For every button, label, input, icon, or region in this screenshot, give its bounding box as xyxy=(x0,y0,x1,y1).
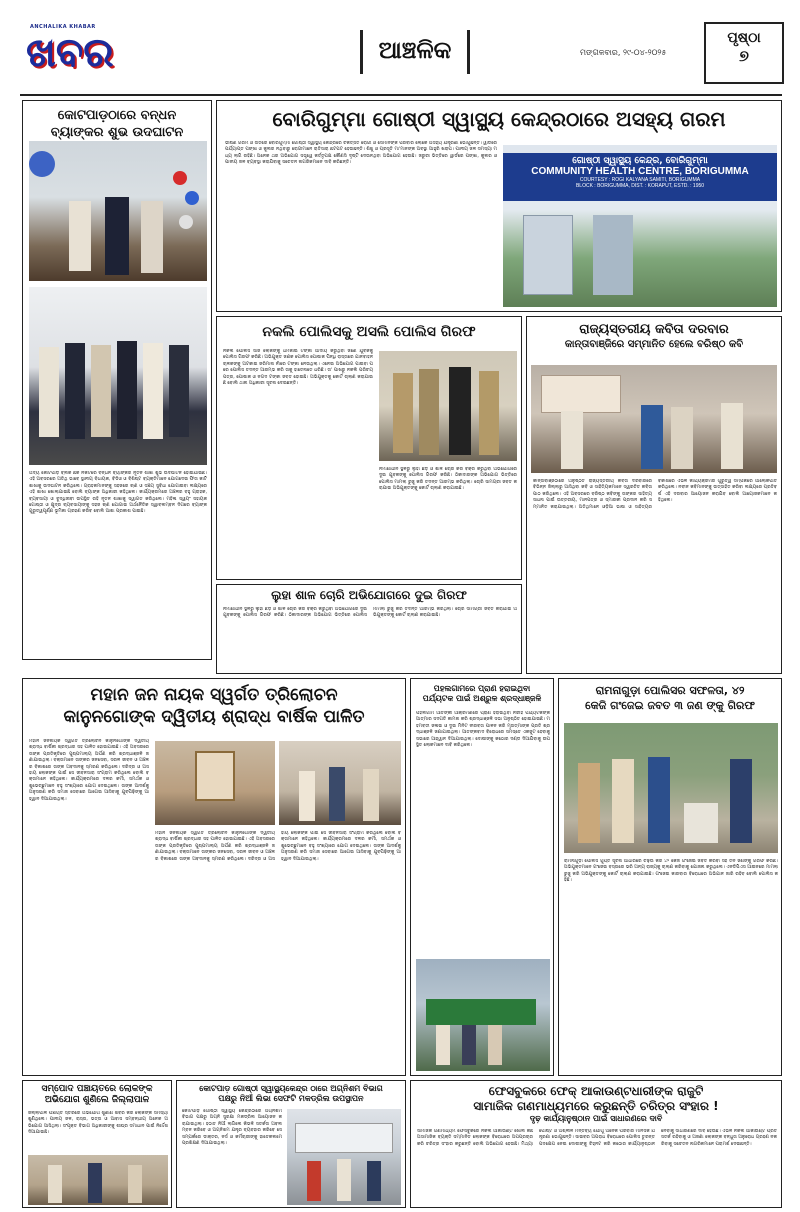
sign-line-english: COMMUNITY HEALTH CENTRE, BORIGUMMA xyxy=(531,166,749,177)
ganja-headline-2: କେଜି ଗଂଜେଇ ଜବତ ୩ ଜଣ ଙ୍କୁ ଗିରଫ xyxy=(585,698,755,712)
page-label: ପୃଷ୍ଠା xyxy=(727,30,761,46)
memorial-photo-1 xyxy=(155,741,275,825)
bank-headline-1: କୋଟପାଡ଼ଠାରେ ବନ୍ଧନ xyxy=(57,108,177,123)
poetry-headline-2: କାନ୍ତାବାଞ୍ଜିରେ ସମ୍ମାନିତ ହେଲେ ବରିଷ୍ଠ କବି xyxy=(564,338,744,350)
page-number: ୭ xyxy=(739,46,749,65)
facebook-headline-2: ସାମାଜିକ ଗଣମାଧ୍ୟମରେ କରୁଛନ୍ତି ଚରିତ୍ର ସଂହାର ! xyxy=(473,1098,719,1113)
article-police xyxy=(216,316,522,580)
panchayat-photo xyxy=(28,1155,168,1205)
tribute-headline-2: ପର୍ଯ୍ୟଟକ ପାଇଁ ଅଶ୍ରୁଳ ଶ୍ରଦ୍ଧାଞ୍ଜଳି xyxy=(422,694,542,704)
logo xyxy=(26,22,136,86)
sign-line-block: BLOCK : BORIGUMMA, DIST. : KORAPUT, ESTD. : 1950 xyxy=(575,183,705,189)
safety-body: କୋଟପାଡ଼ ଗୋଷ୍ଠୀ ସ୍ୱାସ୍ଥ୍ୟ କେନ୍ଦ୍ରଠାରେ ଅଗ୍ନିଶମ ବିଭାଗ ପକ୍ଷରୁ ଅଗ୍ନି ସୁରକ୍ଷା ମକଡ୍ରିଲ ଆୟୋଜନ କରାଯାଇଥିଲା। ହଠାତ ନିଆଁ ଲାଗିଲେ କିଭଳି ସତର୍କତା ଅବଲମ୍ବନ କରିବେ ଓ ଅଗ୍ନିଶମ ଯନ୍ତ୍ର ବ୍ୟବହାର କରିବେ ସେ ସମ୍ପର୍କରେ ଡାକ୍ତର, ନର୍ସ ଓ କର୍ମଚାରୀଙ୍କୁ ହାତେକଲମେ ପ୍ରଶିକ୍ଷଣ ଦିଆଯାଇଥିଲା। xyxy=(182,1109,282,1147)
hospital-photo xyxy=(503,145,777,307)
masthead-rule xyxy=(20,94,782,96)
safety-headline-2: ପକ୍ଷରୁ ନିଆଁ ଲିଭା ସେଫଟି ମକଡ୍ରିଲ ଉପସ୍ଥାପନ xyxy=(218,1094,364,1104)
article-memorial xyxy=(22,678,406,1076)
bank-photo-1 xyxy=(29,141,207,281)
panchayat-headline-2: ଅଭିଯୋଗ ଶୁଣିଲେ ଜିଲ୍ଲାପାଳ xyxy=(44,1095,150,1106)
article-poetry xyxy=(526,316,782,674)
theft-headline: ଲୁହା ଶାଳ ଚୋରି ଅଭିଯୋଗରେ ଦୁଇ ଗିରଫ xyxy=(271,588,467,602)
hospital-body: ଭୀଷଣ ଗରମ ଓ ତାତିରେ ବୋରିଗୁମ୍ମା ଗୋଷ୍ଠୀ ସ୍ୱାସ୍ଥ୍ୟ କେନ୍ଦ୍ରରେ ଚିକିତ୍ସିତ ରୋଗୀ ଓ ସେମାନଙ୍କ ପରିବାର ଲୋକେ ଅସହ୍ୟ ଯନ୍ତ୍ରଣା ଭୋଗୁଛନ୍ତି। ୱାର୍ଡରେ ପର୍ଯ୍ୟାପ୍ତ ପଙ୍ଖା ଓ କୁଲର ନଥିବାରୁ ରୋଗୀମାନେ ରାତିସାରା ଛଟପଟ ହେଉଛନ୍ତି। ଶିଶୁ ଓ ପ୍ରସୂତି ମା'ମାନଙ୍କ ଅବସ୍ଥା ଆହୁରି ଖରାପ। ପାନୀୟ ଜଳ ସମସ୍ୟା ମଧ୍ୟ ଲାଗି ରହିଛି। ଅନେକ ଥର ଅଭିଯୋଗ ସତ୍ତ୍ୱେ କର୍ତ୍ତୃପକ୍ଷ କୌଣସି ଦୃଷ୍ଟି ଦେଉନଥିବା ଅଭିଯୋଗ ହେଉଛି। ଜରୁରୀ ଭିତ୍ତିରେ ୱାର୍ଡରେ ପଙ୍ଖା, କୁଲର ଓ ପାନୀୟ ଜଳ ବ୍ୟବସ୍ଥା କରାଯିବାକୁ ସଚେତନ ନାଗରିକମାନେ ଦାବି କରିଛନ୍ତି। xyxy=(225,141,497,166)
article-hospital xyxy=(216,100,782,312)
police-photo xyxy=(379,351,517,461)
police-body: ନକଲି ପୋଲିସ ସାଜି ଲୋକଙ୍କୁ ଧମକାଇ ଟଙ୍କା ଆଦାୟ କରୁଥିବା ଜଣେ ଯୁବକକୁ ପୋଲିସ ଗିରଫ କରିଛି। ଅଭିଯୁକ୍ତ ଜଣକ ପୋଲିସ ପୋଷାକ ପିନ୍ଧି ରାସ୍ତାରେ ଯାନବାହନ ଚାଳକଙ୍କୁ ଅଟକାଇ ଜରିମାନା ନାଁରେ ଟଙ୍କା ନେଉଥିଲା। ଏନେଇ ଅଭିଯୋଗ ପାଇବା ପରେ ପୋଲିସ ତଦନ୍ତ ଆରମ୍ଭ କରି ତାକୁ ହାତେନାତେ ଧରିଛି। ତା' ପାଖରୁ ନକଲି ପରିଚୟପତ୍ର, ପୋଷାକ ଓ ନଗଦ ଟଙ୍କା ଜବତ ହୋଇଛି। ଅଭିଯୁକ୍ତକୁ କୋର୍ଟ ଚାଲାଣ କରାଯାଇଛି ବୋଲି ଥାନା ଅଧିକାରୀ ସୂଚନା ଦେଇଛନ୍ତି। xyxy=(223,349,373,387)
ganja-headline-1: ରାମନାଗୁଡ଼ା ପୋଲିସର ସଫଳତା, ୪୨ xyxy=(595,684,745,697)
article-ganja xyxy=(558,678,782,1076)
tribute-body: ପହଲଗାମ ଆତଙ୍କୀ ଆକ୍ରମଣରେ ପ୍ରାଣ ହରାଇଥିବା ନିରୀହ ପର୍ଯ୍ୟଟକଙ୍କ ଆତ୍ମାର ସଦଗତି କାମନା କରି ଶ୍ରଦ୍ଧାଞ୍ଜଳି ସଭା ଅନୁଷ୍ଠିତ ହୋଇଯାଇଛି। ମହମବତୀ ଜଳାଇ ଓ ଦୁଇ ମିନିଟ ନୀରବତା ପାଳନ କରି ମୃତାତ୍ମାଙ୍କ ପ୍ରତି ଶ୍ରଦ୍ଧାଞ୍ଜଳି ଜଣାଯାଇଥିଲା। ଆତଙ୍କବାଦ ବିରୋଧରେ ସମସ୍ତେ ଏକଜୁଟ ହେବାକୁ ସଭାରେ ଆହ୍ୱାନ ଦିଆଯାଇଥିଲା। ଦୋଷୀଙ୍କୁ କଠୋର ଦଣ୍ଡ ଦିଆଯିବାକୁ ଉପସ୍ଥିତ ଲୋକମାନେ ଦାବି କରିଥିଲେ। xyxy=(416,711,550,749)
bank-photo-2 xyxy=(29,287,207,465)
memorial-headline-1: ମହାନ ଜନ ନାୟକ ସ୍ୱର୍ଗତ ତ୍ରିଲୋଚନ xyxy=(90,685,338,705)
hospital-headline: ବୋରିଗୁମ୍ମା ଗୋଷ୍ଠୀ ସ୍ୱାସ୍ଥ୍ୟ କେନ୍ଦ୍ରଠାରେ ଅସହ୍ୟ ଗରମ xyxy=(272,107,726,131)
memorial-headline-2: କାନୁନଗୋଙ୍କ ଦ୍ୱିତୀୟ ଶ୍ରାଦ୍ଧ ବାର୍ଷିକ ପାଳିତ xyxy=(63,706,365,727)
panchayat-headline-1: ସମ୍ପୋଦ ପଞ୍ଚାୟତରେ ଲୋକଙ୍କ xyxy=(41,1084,153,1094)
poetry-headline-1: ରାଜ୍ୟସ୍ତରୀୟ କବିତା ଦରବାର xyxy=(579,322,729,337)
article-panchayat xyxy=(22,1080,172,1208)
poetry-body: କାନ୍ତାବାଞ୍ଜିଠାରେ ଅନୁଷ୍ଠିତ ରାଜ୍ୟସ୍ତରୀୟ କବିତା ଦରବାରରେ ବିଭିନ୍ନ ଜିଲ୍ଲାରୁ ଆସିଥିବା କବି ଓ ସାହିତ୍ୟିକମାନେ ସ୍ୱରଚିତ କବିତା ପାଠ କରିଥିଲେ। ଏହି ଅବସରରେ ବରିଷ୍ଠ କବିଙ୍କୁ ତାଙ୍କର ସାହିତ୍ୟ ସାଧନା ପାଇଁ ଉତ୍ତରୀୟ, ମାନପତ୍ର ଓ ସ୍ମାରକୀ ପ୍ରଦାନ କରି ସମ୍ମାନିତ କରାଯାଇଥିଲା। ଅତିଥିମାନେ ଓଡ଼ିଆ ଭାଷା ଓ ସାହିତ୍ୟର ବିକାଶରେ ଏଭଳି କାର୍ଯ୍ୟକ୍ରମର ଗୁରୁତ୍ୱ ସମ୍ପର୍କରେ ଆଲୋକପାତ କରିଥିଲେ। ନବୀନ କବିମାନଙ୍କୁ ଉତ୍ସାହିତ କରିବା ଲକ୍ଷ୍ୟରେ ପ୍ରତିବର୍ଷ ଏହି ଦରବାର ଆୟୋଜନ କରାଯିବ ବୋଲି ଆୟୋଜକମାନେ କହିଥିଲେ। xyxy=(533,479,777,510)
article-theft xyxy=(216,584,522,674)
article-bank xyxy=(22,100,212,660)
logo-text: ଖବର xyxy=(26,30,114,76)
memorial-body: ମହାନ ଜନନାୟକ ସ୍ୱର୍ଗତ ତ୍ରିଲୋଚନ କାନୁନଗୋଙ୍କ ଦ୍ୱିତୀୟ ଶ୍ରାଦ୍ଧ ବାର୍ଷିକୀ ଶ୍ରଦ୍ଧାର ସହ ପାଳିତ ହୋଇଯାଇଛି। ଏହି ଅବସରରେ ତାଙ୍କ ପ୍ରତିକୃତିରେ ପୁଷ୍ପମାଲ୍ୟ ଅର୍ପଣ କରି ଶ୍ରଦ୍ଧାଞ୍ଜଳି ଜଣାଯାଇଥିଲା। ବକ୍ତାମାନେ ତାଙ୍କର ଜନସେବା, ସରଳ ଜୀବନ ଓ ଅଞ୍ଚଳର ବିକାଶରେ ତାଙ୍କ ଅବଦାନକୁ ସ୍ମରଣ କରିଥିଲେ। ଦରିଦ୍ର ଓ ଅସହାୟ ଲୋକଙ୍କ ପାଇଁ ସେ ଜୀବନସାରା ସଂଗ୍ରାମ କରିଥିଲେ ବୋଲି ବକ୍ତାମାନେ କହିଥିଲେ। କାର୍ଯ୍ୟକ୍ରମରେ ଦଳର କର୍ମୀ, ସମର୍ଥକ ଓ ଶୁଭେଚ୍ଛୁମାନେ ବହୁ ସଂଖ୍ୟାରେ ଯୋଗ ଦେଇଥିଲେ। ତାଙ୍କ ଆଦର୍ଶକୁ ଅନୁସରଣ କରି ସମାଜ ସେବାରେ ଆଗେଇ ଆସିବାକୁ ଯୁବପିଢ଼ିଙ୍କୁ ଆହ୍ୱାନ ଦିଆଯାଇଥିଲା। xyxy=(29,739,149,802)
theft-body: ନିର୍ମାଣାଧୀନ ସ୍ଥଳରୁ ଲୁହା ଛଡ଼ ଓ ଶାଳ ଚୋରି କରି ବିକ୍ରି କରୁଥିବା ଅଭିଯୋଗରେ ଦୁଇ ଯୁବକଙ୍କୁ ପୋଲିସ ଗିରଫ କରିଛି। ଠିକାଦାରଙ୍କ ଅଭିଯୋଗ ଭିତ୍ତିରେ ପୋଲିସ ମାମଲା ରୁଜୁ କରି ତଦନ୍ତ ଆରମ୍ଭ କରିଥିଲା। ଚୋରି ସାମଗ୍ରୀ ଜବତ କରାଯାଇ ଅଭିଯୁକ୍ତଙ୍କୁ କୋର୍ଟ ଚାଲାଣ କରାଯାଇଛି। xyxy=(223,607,517,619)
facebook-subhead: ଦୃଢ଼ କାର୍ଯ୍ୟାନୁଷ୍ଠାନ ପାଇଁ ସାଧାରଣରେ ଦାବି xyxy=(529,1114,663,1124)
article-safety xyxy=(176,1080,406,1208)
bank-headline-2: ବ୍ୟାଙ୍କର ଶୁଭ ଉଦଘାଟନ xyxy=(50,124,184,140)
facebook-body: ସାମାଜିକ ଗଣମାଧ୍ୟମ ଫେସବୁକରେ ନକଲି ଆକାଉଣ୍ଟ ଖୋଲି କିଛି ଅସାମାଜିକ ବ୍ୟକ୍ତି ସମ୍ମାନିତ ଲୋକଙ୍କ ବିରୋଧରେ ଅପପ୍ରଚାର କରି ଚରିତ୍ର ସଂହାର କରୁଛନ୍ତି ବୋଲି ଅଭିଯୋଗ ହେଉଛି। ମିଥ୍ୟା ପୋଷ୍ଟ ଓ ଅଶ୍ଳୀଳ ମନ୍ତବ୍ୟ ଯୋଗୁଁ ଅନେକ ପରିବାର ମାନସିକ ଯନ୍ତ୍ରଣା ଭୋଗୁଛନ୍ତି। ସାଇବର ଅପରାଧ ବିରୋଧରେ ପୋଲିସ ତୁରନ୍ତ ପଦକ୍ଷେପ ନେଇ ଦୋଷୀଙ୍କୁ ଚିହ୍ନଟ କରି କଠୋର କାର୍ଯ୍ୟାନୁଷ୍ଠାନ ନେବାକୁ ସାଧାରଣରେ ଦାବି ହେଉଛି। ଏଭଳି ନକଲି ଆକାଉଣ୍ଟ ପ୍ରତି ସତର୍କ ରହିବାକୁ ଓ ଅଜଣା ଲୋକଙ୍କ ବନ୍ଧୁତା ଅନୁରୋଧ ଗ୍ରହଣ ନକରିବାକୁ ସଚେତନ ନାଗରିକମାନେ ପରାମର୍ଶ ଦେଇଛନ୍ତି। xyxy=(417,1129,777,1147)
police-body-2: ନିର୍ମାଣାଧୀନ ସ୍ଥଳରୁ ଲୁହା ଛଡ଼ ଓ ଶାଳ ଚୋରି କରି ବିକ୍ରି କରୁଥିବା ଅଭିଯୋଗରେ ଦୁଇ ଯୁବକଙ୍କୁ ପୋଲିସ ଗିରଫ କରିଛି। ଠିକାଦାରଙ୍କ ଅଭିଯୋଗ ଭିତ୍ତିରେ ପୋଲିସ ମାମଲା ରୁଜୁ କରି ତଦନ୍ତ ଆରମ୍ଭ କରିଥିଲା। ଚୋରି ସାମଗ୍ରୀ ଜବତ କରାଯାଇ ଅଭିଯୁକ୍ତଙ୍କୁ କୋର୍ଟ ଚାଲାଣ କରାଯାଇଛି। xyxy=(379,467,517,492)
tribute-headline-1: ପହଲଗାମରେ ପ୍ରାଣ ହରାଇଥିବା xyxy=(433,684,531,693)
safety-headline-1: କୋଟପାଡ଼ ଗୋଷ୍ଠୀ ସ୍ୱାସ୍ଥ୍ୟକେନ୍ଦ୍ର ଠାରେ ଅଗ୍ନିଶମ ବିଭାଗ xyxy=(199,1084,383,1093)
logo-small-text: ANCHALIKA KHABAR xyxy=(30,24,96,30)
page-number-box xyxy=(704,22,784,84)
memorial-photo-2 xyxy=(279,741,401,825)
bank-body: ଅଦ୍ୟ କୋଟପାଡ଼ ବ୍ଲକ ଛକ ନିକଟରେ ବନ୍ଧନ ବ୍ୟାଙ୍କର ନୂତନ ଶାଖା ଶୁଭ ଉଦଘାଟନ ହୋଇଯାଇଛି। ଏହି ଅବସରରେ ଅତିଥି ଭାବେ ସ୍ଥାନୀୟ ବିଧାୟକ, ବିଡିଓ ଓ ବିଶିଷ୍ଟ ବ୍ୟକ୍ତିମାନେ ଯୋଗଦେଇ ଫିତା କାଟି ଶାଖାକୁ ଉଦଘାଟନ କରିଥିଲେ। ଗ୍ରାହକମାନଙ୍କୁ ସହଜରେ ଋଣ ଓ ସଞ୍ଚୟ ସୁବିଧା ଯୋଗାଇବା ଲକ୍ଷ୍ୟରେ ଏହି ଶାଖା ଖୋଲାଯାଇଛି ବୋଲି ବ୍ୟାଙ୍କ ଅଧିକାରୀ କହିଥିଲେ। କାର୍ଯ୍ୟକ୍ରମରେ ଅଞ୍ଚଳର ବହୁ ଗ୍ରାହକ, ବ୍ୟବସାୟୀ ଓ ବୁଦ୍ଧିଜୀବୀ ଉପସ୍ଥିତ ରହି ନୂତନ ଶାଖାକୁ ସ୍ୱାଗତ କରିଥିଲେ। ମହିଳା ସ୍ୱୟଂ ସହାୟକ ଗୋଷ୍ଠୀ ଓ କ୍ଷୁଦ୍ର ବ୍ୟବସାୟୀଙ୍କୁ ସହଜ ଋଣ ଯୋଗାଇ ଅର୍ଥନୈତିକ ସ୍ୱାବଲମ୍ବନ ଦିଗରେ ବ୍ୟାଙ୍କ ଗୁରୁତ୍ୱପୂର୍ଣ୍ଣ ଭୂମିକା ଗ୍ରହଣ କରିବ ବୋଲି ଆଶା ପ୍ରକାଶ ପାଇଛି। xyxy=(29,471,207,515)
section-title: ଆଞ୍ଚଳିକ xyxy=(360,30,470,74)
article-facebook xyxy=(410,1080,782,1208)
ganja-photo xyxy=(564,723,778,853)
hospital-sign xyxy=(503,153,777,201)
panchayat-body: ଜିଲ୍ଲାପାଳ ପଞ୍ଚାୟତ ସ୍ତରରେ ଅଭିଯୋଗ ଶୁଣାଣି ଶିବିର କରି ଲୋକଙ୍କ ସମସ୍ୟା ଶୁଣିଥିଲେ। ପାନୀୟ ଜଳ, ରାସ୍ତା, ଭତ୍ତା ଓ ଆବାସ ସମ୍ବନ୍ଧୀୟ ଅନେକ ଅଭିଯୋଗ ଆସିଥିଲା। ସଂପୃକ୍ତ ବିଭାଗ ଅଧିକାରୀଙ୍କୁ ଶୀଘ୍ର ସମାଧାନ ପାଇଁ ନିର୍ଦ୍ଦେଶ ଦିଆଯାଇଛି। xyxy=(28,1111,168,1136)
article-tribute xyxy=(410,678,554,1076)
masthead xyxy=(0,0,800,100)
memorial-body-2: ମହାନ ଜନନାୟକ ସ୍ୱର୍ଗତ ତ୍ରିଲୋଚନ କାନୁନଗୋଙ୍କ ଦ୍ୱିତୀୟ ଶ୍ରାଦ୍ଧ ବାର୍ଷିକୀ ଶ୍ରଦ୍ଧାର ସହ ପାଳିତ ହୋଇଯାଇଛି। ଏହି ଅବସରରେ ତାଙ୍କ ପ୍ରତିକୃତିରେ ପୁଷ୍ପମାଲ୍ୟ ଅର୍ପଣ କରି ଶ୍ରଦ୍ଧାଞ୍ଜଳି ଜଣାଯାଇଥିଲା। ବକ୍ତାମାନେ ତାଙ୍କର ଜନସେବା, ସରଳ ଜୀବନ ଓ ଅଞ୍ଚଳର ବିକାଶରେ ତାଙ୍କ ଅବଦାନକୁ ସ୍ମରଣ କରିଥିଲେ। ଦରିଦ୍ର ଓ ଅସହାୟ ଲୋକଙ୍କ ପାଇଁ ସେ ଜୀବନସାରା ସଂଗ୍ରାମ କରିଥିଲେ ବୋଲି ବକ୍ତାମାନେ କହିଥିଲେ। କାର୍ଯ୍ୟକ୍ରମରେ ଦଳର କର୍ମୀ, ସମର୍ଥକ ଓ ଶୁଭେଚ୍ଛୁମାନେ ବହୁ ସଂଖ୍ୟାରେ ଯୋଗ ଦେଇଥିଲେ। ତାଙ୍କ ଆଦର୍ଶକୁ ଅନୁସରଣ କରି ସମାଜ ସେବାରେ ଆଗେଇ ଆସିବାକୁ ଯୁବପିଢ଼ିଙ୍କୁ ଆହ୍ୱାନ ଦିଆଯାଇଥିଲା। xyxy=(155,831,401,862)
safety-photo xyxy=(287,1109,401,1205)
poetry-photo xyxy=(531,365,777,473)
police-headline: ନକଲି ପୋଲିସକୁ ଅସଲି ପୋଲିସ ଗିରଫ xyxy=(262,324,476,340)
facebook-headline-1: ଫେସବୁକରେ ଫେକ୍ ଆକାଉଣ୍ଟଧାରୀଙ୍କ ରାଜୁଟି xyxy=(488,1084,704,1098)
issue-date: ମଙ୍ଗଳବାର, ୨୯-୦୪-୨୦୨୫ xyxy=(580,48,667,57)
tribute-photo xyxy=(416,959,550,1071)
sign-line-courtesy: COURTESY : ROGI KALYANA SAMITI, BORIGUMMA xyxy=(579,177,701,183)
ganja-body: ରାମନାଗୁଡ଼ା ପୋଲିସ ଗୁପ୍ତ ସୂଚନା ଆଧାରରେ ଚଢ଼ଉ କରି ୪୨ କେଜି ଗଂଜେଇ ଜବତ କରିବା ସହ ତିନି ଜଣଙ୍କୁ ଗିରଫ କରିଛି। ଅଭିଯୁକ୍ତମାନେ ଗଂଜେଇ ବସ୍ତାରେ ଭରି ଅନ୍ୟ ରାଜ୍ୟକୁ ଚାଲାଣ କରିବାକୁ ଯୋଜନା କରୁଥିଲେ। ଏନଡିପିଏସ ଆଇନରେ ମାମଲା ରୁଜୁ କରି ଅଭିଯୁକ୍ତଙ୍କୁ କୋର୍ଟ ଚାଲାଣ କରାଯାଇଛି। ଗଂଜେଇ କାରବାର ବିରୋଧରେ ଅଭିଯାନ ଜାରି ରହିବ ବୋଲି ପୋଲିସ କହିଛି। xyxy=(564,859,778,884)
sign-line-odia: ଗୋଷ୍ଠୀ ସ୍ୱାସ୍ଥ୍ୟ କେନ୍ଦ୍ର, ବୋରିଗୁମ୍ମା xyxy=(572,156,708,166)
